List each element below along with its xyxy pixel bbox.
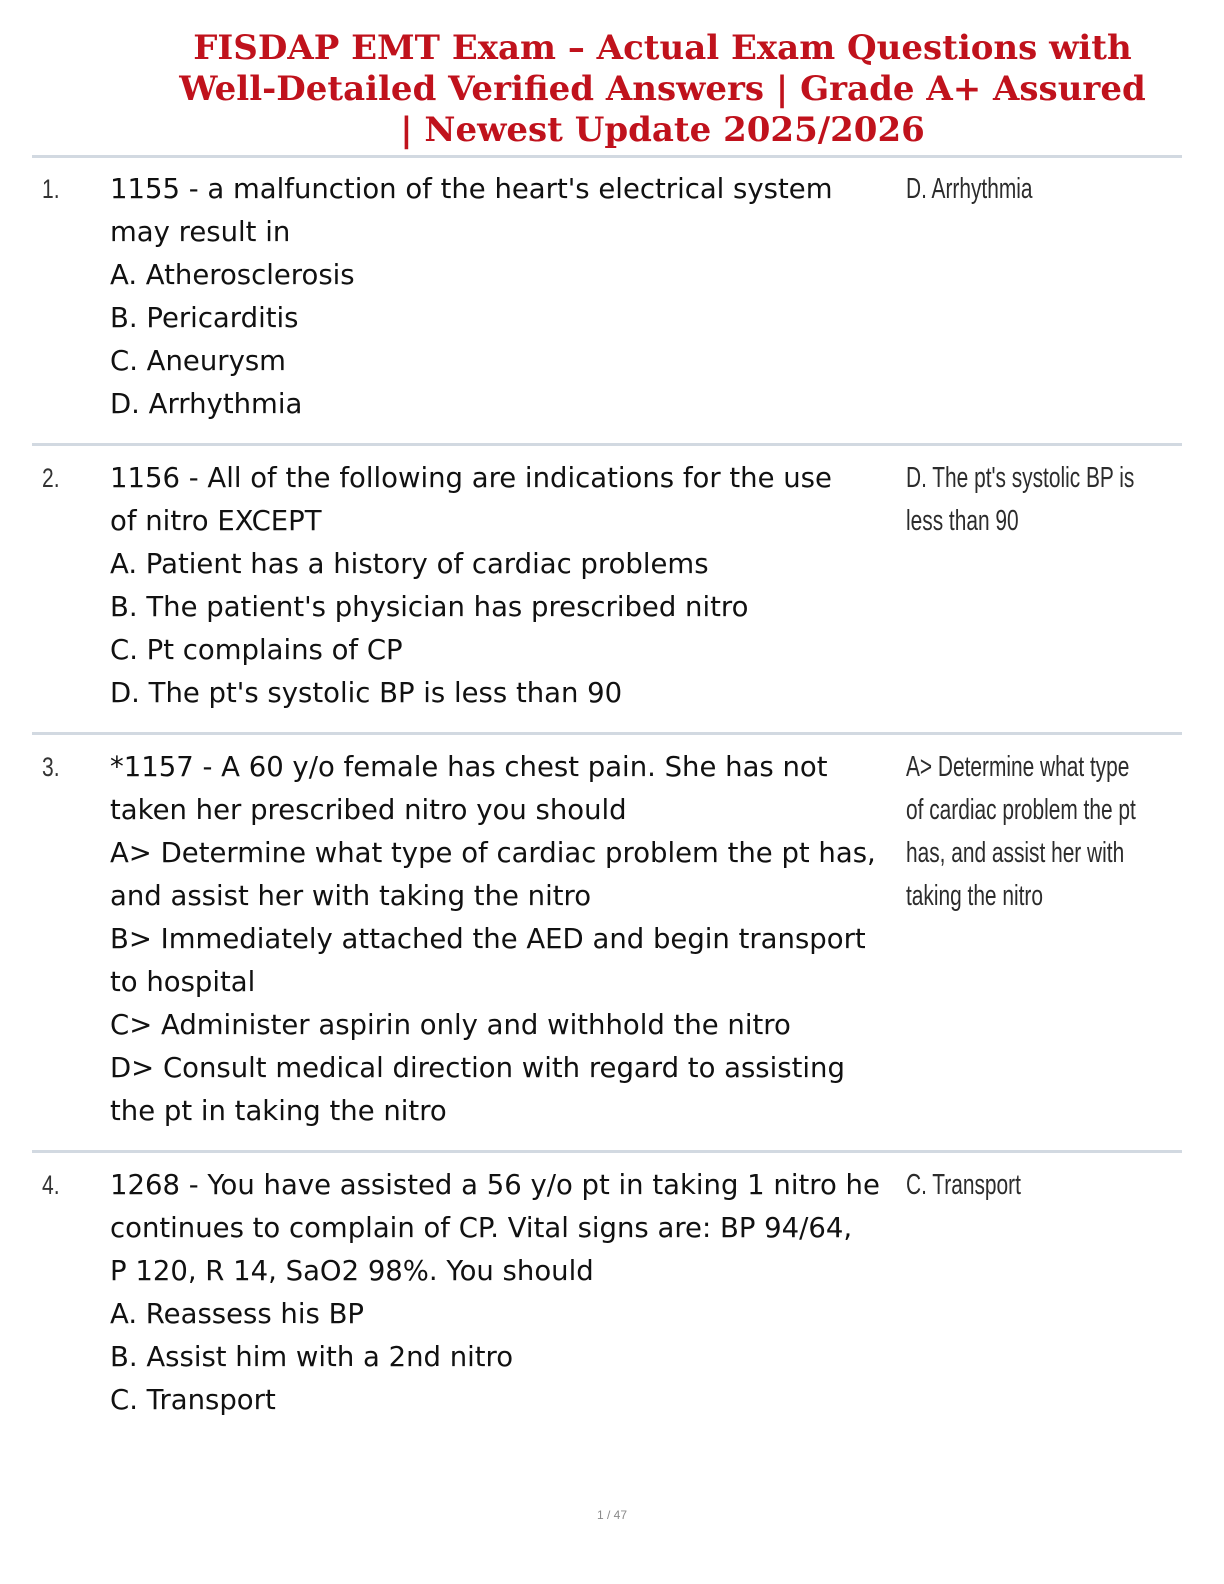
divider bbox=[32, 732, 1182, 735]
question-text bbox=[110, 168, 900, 426]
question-text bbox=[110, 1164, 900, 1422]
option-line: A> Determine what type of cardiac problem the pt has, bbox=[110, 837, 876, 869]
option-line: C. Pt complains of CP bbox=[110, 634, 403, 666]
option-line: the pt in taking the nitro bbox=[110, 1095, 447, 1127]
title-line: Well-Detailed Verified Answers | Grade A+ Assured bbox=[179, 69, 1146, 109]
question-number: 2. bbox=[42, 463, 60, 493]
question-line: of nitro EXCEPT bbox=[110, 505, 322, 537]
question-line: 1268 - You have assisted a 56 y/o pt in taking 1 nitro he bbox=[110, 1169, 880, 1201]
question-line: continues to complain of CP. Vital signs are: BP 94/64, bbox=[110, 1212, 853, 1244]
question-text bbox=[110, 457, 900, 715]
option-line: C. Transport bbox=[110, 1384, 276, 1416]
option-line: C> Administer aspirin only and withhold the nitro bbox=[110, 1009, 791, 1041]
question-line: 1156 - All of the following are indications for the use bbox=[110, 462, 832, 494]
option-line: to hospital bbox=[110, 966, 256, 998]
answer-text bbox=[906, 457, 1134, 543]
document-title bbox=[150, 28, 1175, 151]
question-number: 3. bbox=[42, 752, 60, 782]
question-text bbox=[110, 746, 900, 1133]
answer-text bbox=[906, 168, 1032, 211]
answer-text bbox=[906, 1164, 1021, 1207]
title-line: | Newest Update 2025/2026 bbox=[400, 110, 925, 150]
question-line: P 120, R 14, SaO2 98%. You should bbox=[110, 1255, 594, 1287]
option-line: B. Assist him with a 2nd nitro bbox=[110, 1341, 514, 1373]
question-line: 1155 - a malfunction of the heart's electrical system bbox=[110, 173, 833, 205]
answer-line: has, and assist her with bbox=[906, 837, 1125, 869]
option-line: B. Pericarditis bbox=[110, 302, 299, 334]
option-line: A. Patient has a history of cardiac problems bbox=[110, 548, 709, 580]
answer-line: less than 90 bbox=[906, 505, 1019, 537]
answer-line: D. The pt's systolic BP is bbox=[906, 462, 1135, 494]
title-line: FISDAP EMT Exam – Actual Exam Questions with bbox=[193, 28, 1132, 68]
answer-line: A> Determine what type bbox=[906, 751, 1130, 783]
answer-line: of cardiac problem the pt bbox=[906, 794, 1136, 826]
question-number: 4. bbox=[42, 1170, 60, 1200]
page-number: 1 / 47 bbox=[596, 1508, 628, 1522]
option-line: B. The patient's physician has prescribed nitro bbox=[110, 591, 749, 623]
option-line: C. Aneurysm bbox=[110, 345, 286, 377]
question-number: 1. bbox=[42, 174, 60, 204]
answer-line: taking the nitro bbox=[906, 880, 1043, 912]
question-line: *1157 - A 60 y/o female has chest pain. She has not bbox=[110, 751, 828, 783]
question-line: taken her prescribed nitro you should bbox=[110, 794, 627, 826]
option-line: A. Atherosclerosis bbox=[110, 259, 355, 291]
question-line: may result in bbox=[110, 216, 291, 248]
option-line: D. Arrhythmia bbox=[110, 388, 303, 420]
option-line: D. The pt's systolic BP is less than 90 bbox=[110, 677, 623, 709]
divider bbox=[32, 1150, 1182, 1153]
option-line: D> Consult medical direction with regard to assisting bbox=[110, 1052, 845, 1084]
answer-line: D. Arrhythmia bbox=[906, 173, 1033, 205]
answer-line: C. Transport bbox=[906, 1169, 1021, 1201]
divider bbox=[32, 155, 1182, 158]
option-line: B> Immediately attached the AED and begin transport bbox=[110, 923, 866, 955]
divider bbox=[32, 443, 1182, 446]
option-line: A. Reassess his BP bbox=[110, 1298, 365, 1330]
option-line: and assist her with taking the nitro bbox=[110, 880, 592, 912]
answer-text bbox=[906, 746, 1136, 918]
